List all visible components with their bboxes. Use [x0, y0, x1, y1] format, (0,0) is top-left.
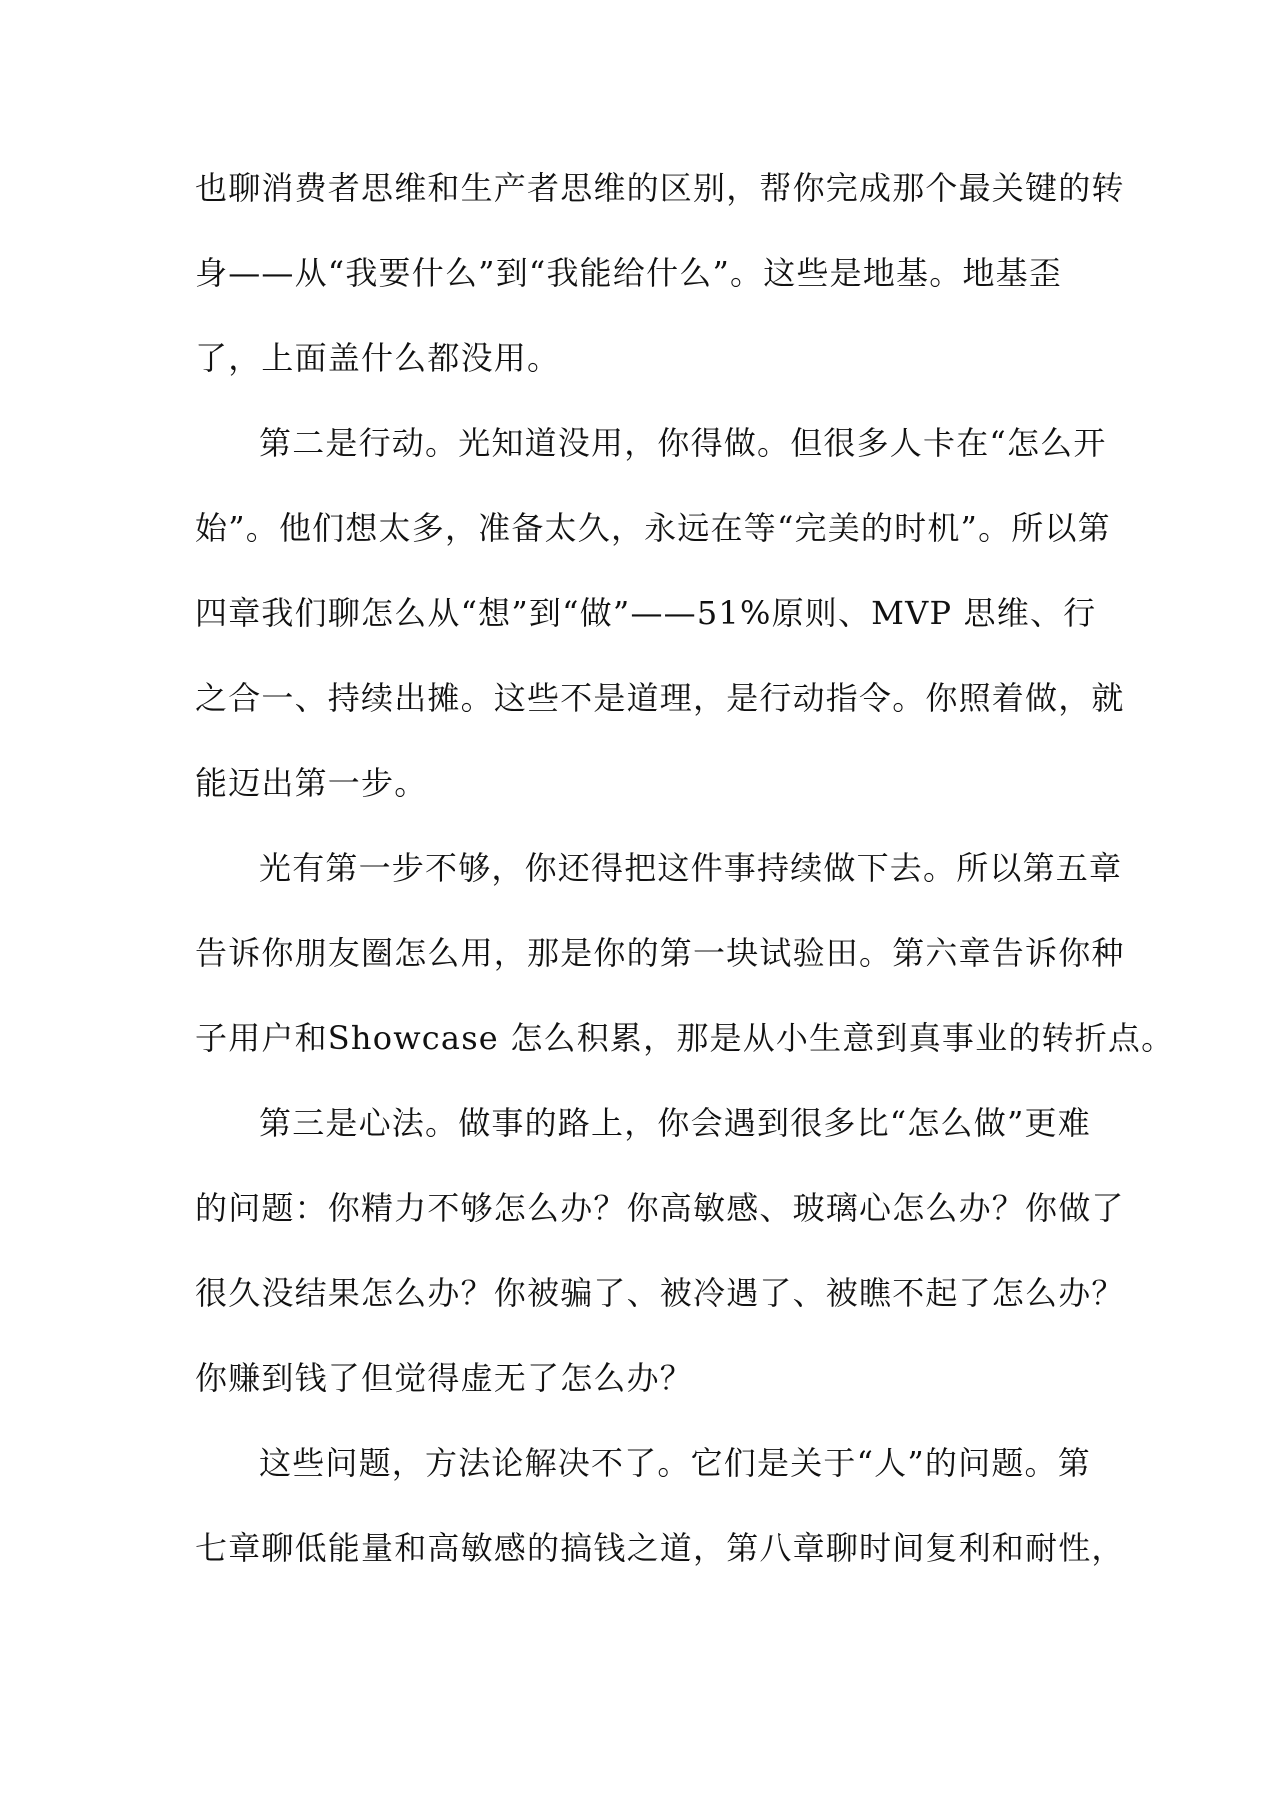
- text-line: 了，上面盖什么都没用。: [195, 339, 561, 377]
- text-line: 你赚到钱了但觉得虚无了怎么办？: [195, 1359, 694, 1397]
- text-line: 第三是心法。做事的路上，你会遇到很多比“怎么做”更难: [259, 1104, 1091, 1142]
- text-line: 这些问题，方法论解决不了。它们是关于“人”的问题。第: [259, 1444, 1091, 1482]
- text-line: 能迈出第一步。: [195, 764, 428, 802]
- text-line: 光有第一步不够，你还得把这件事持续做下去。所以第五章: [259, 849, 1123, 887]
- body-text: [195, 168, 1175, 1613]
- text-line: 很久没结果怎么办？你被骗了、被冷遇了、被瞧不起了怎么办？: [195, 1274, 1125, 1312]
- text-line: 之合一、持续出摊。这些不是道理，是行动指令。你照着做，就: [195, 679, 1125, 717]
- text-line: 告诉你朋友圈怎么用，那是你的第一块试验田。第六章告诉你种: [195, 934, 1125, 972]
- text-line: 四章我们聊怎么从“想”到“做”——51%原则、MVP 思维、行: [195, 594, 1097, 632]
- text-line: 第二是行动。光知道没用，你得做。但很多人卡在“怎么开: [259, 424, 1107, 462]
- text-line: 子用户和Showcase 怎么积累，那是从小生意到真事业的转折点。: [195, 1019, 1175, 1057]
- text-line: 也聊消费者思维和生产者思维的区别，帮你完成那个最关键的转: [195, 169, 1125, 207]
- text-line: 始”。他们想太多，准备太久，永远在等“完美的时机”。所以第: [195, 509, 1111, 547]
- text-line: 的问题：你精力不够怎么办？你高敏感、玻璃心怎么办？你做了: [195, 1189, 1125, 1227]
- text-line: 七章聊低能量和高敏感的搞钱之道，第八章聊时间复利和耐性，: [195, 1529, 1125, 1567]
- text-line: 身——从“我要什么”到“我能给什么”。这些是地基。地基歪: [195, 254, 1063, 292]
